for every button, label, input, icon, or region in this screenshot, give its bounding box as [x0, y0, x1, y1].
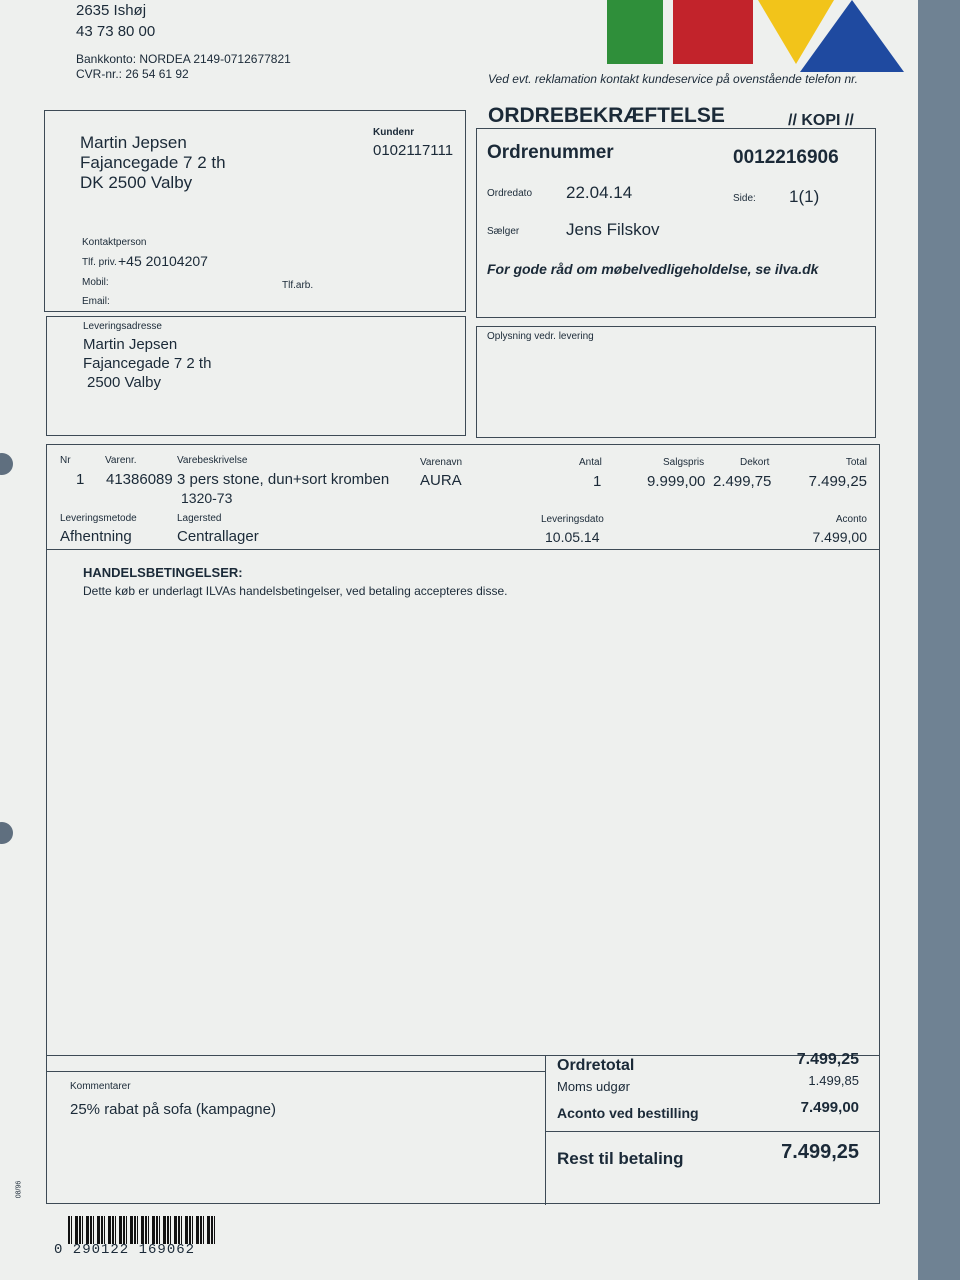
aconto-label: Aconto	[835, 514, 867, 525]
punch-hole	[0, 822, 13, 844]
aconto-bestilling-label: Aconto ved bestilling	[557, 1105, 699, 1121]
comments-label: Kommentarer	[70, 1081, 131, 1092]
aconto-value: 7.499,00	[812, 529, 867, 545]
col-total: Total	[845, 457, 867, 468]
divider	[545, 1131, 879, 1132]
tlf-priv-label: Tlf. priv.	[82, 257, 117, 268]
divider	[47, 1071, 545, 1072]
company-bank: Bankkonto: NORDEA 2149-0712677821	[76, 52, 291, 66]
delivery-info-label: Oplysning vedr. levering	[487, 331, 594, 342]
row-desc-line2: 1320-73	[181, 490, 233, 506]
ordretotal-value: 7.499,25	[796, 1051, 859, 1068]
document-title: ORDREBEKRÆFTELSE	[488, 104, 725, 127]
terms-title: HANDELSBETINGELSER:	[83, 565, 243, 580]
maintenance-advice: For gode råd om møbelvedligeholdelse, se ilva.dk	[487, 261, 819, 277]
row-varenr: 41386089	[106, 471, 173, 488]
order-lines-box	[46, 444, 880, 1204]
barcode-number: 0 290122 169062	[54, 1242, 196, 1258]
delivery-address-box	[46, 316, 466, 436]
customer-name: Martin Jepsen	[80, 133, 187, 152]
delivery-label: Leveringsadresse	[83, 321, 162, 332]
side-label: Side:	[733, 193, 756, 204]
method-label: Leveringsmetode	[60, 513, 137, 524]
company-phone: 43 73 80 00	[76, 23, 156, 40]
kundenr-label: Kundenr	[373, 127, 415, 138]
order-box	[476, 128, 876, 318]
col-antal: Antal	[579, 457, 602, 468]
tlf-arb-label: Tlf.arb.	[282, 280, 314, 291]
row-dekort: 2.499,75	[713, 473, 772, 490]
row-total: 7.499,25	[808, 473, 867, 490]
terms-text: Dette køb er underlagt ILVAs handelsbetingelser, ved betaling accepteres disse.	[83, 584, 508, 598]
col-nr: Nr	[60, 455, 71, 466]
row-desc: 3 pers stone, dun+sort kromben	[177, 471, 390, 488]
contact-label: Kontaktperson	[82, 237, 147, 248]
company-city: 2635 Ishøj	[76, 2, 147, 19]
seller-label: Sælger	[487, 226, 520, 237]
delivery-info-box	[476, 326, 876, 438]
reklamation-notice: Ved evt. reklamation kontakt kundeservice på ovenstående telefon nr.	[488, 72, 859, 86]
delivery-date-label: Leveringsdato	[541, 514, 604, 525]
delivery-date-value: 10.05.14	[545, 529, 600, 545]
method-value: Afhentning	[60, 528, 132, 545]
mobil-label: Mobil:	[82, 277, 109, 288]
seller-value: Jens Filskov	[566, 220, 660, 239]
customer-box	[44, 110, 466, 312]
rest-label: Rest til betaling	[557, 1149, 684, 1168]
rest-value: 7.499,25	[781, 1141, 859, 1163]
order-number-value: 0012216906	[733, 147, 839, 168]
row-antal: 1	[593, 473, 602, 490]
col-desc: Varebeskrivelse	[177, 455, 248, 466]
ordretotal-label: Ordretotal	[557, 1057, 635, 1074]
tlf-priv-value: +45 20104207	[118, 253, 208, 269]
punch-hole	[0, 453, 13, 475]
kundenr-value: 0102117111	[373, 142, 454, 159]
copy-label: // KOPI //	[788, 112, 854, 129]
lager-label: Lagersted	[177, 513, 222, 524]
customer-city: DK 2500 Valby	[80, 173, 193, 192]
col-dekort: Dekort	[740, 457, 770, 468]
lager-value: Centrallager	[177, 528, 259, 545]
company-cvr: CVR-nr.: 26 54 61 92	[76, 67, 189, 81]
email-label: Email:	[82, 296, 110, 307]
moms-value: 1.499,85	[808, 1073, 859, 1088]
order-date-value: 22.04.14	[566, 183, 633, 202]
comments-text: 25% rabat på sofa (kampagne)	[70, 1101, 276, 1118]
barcode	[68, 1216, 216, 1244]
order-date-label: Ordredato	[487, 188, 533, 199]
moms-label: Moms udgør	[557, 1079, 630, 1094]
row-nr: 1	[76, 471, 85, 488]
col-salgspris: Salgspris	[663, 457, 705, 468]
aconto-bestilling-value: 7.499,00	[800, 1099, 859, 1116]
divider	[47, 549, 879, 550]
customer-street: Fajancegade 7 2 th	[80, 153, 226, 172]
row-salgspris: 9.999,00	[647, 473, 706, 490]
col-varenr: Varenr.	[105, 455, 137, 466]
divider	[545, 1055, 546, 1205]
side-code: 08/96	[15, 1180, 23, 1199]
order-number-label: Ordrenummer	[487, 142, 614, 163]
col-varenavn: Varenavn	[420, 457, 463, 468]
row-varenavn: AURA	[420, 472, 462, 489]
side-value: 1(1)	[789, 187, 820, 206]
delivery-city: 2500 Valby	[87, 374, 161, 391]
delivery-name: Martin Jepsen	[83, 336, 178, 353]
delivery-street: Fajancegade 7 2 th	[83, 355, 212, 372]
